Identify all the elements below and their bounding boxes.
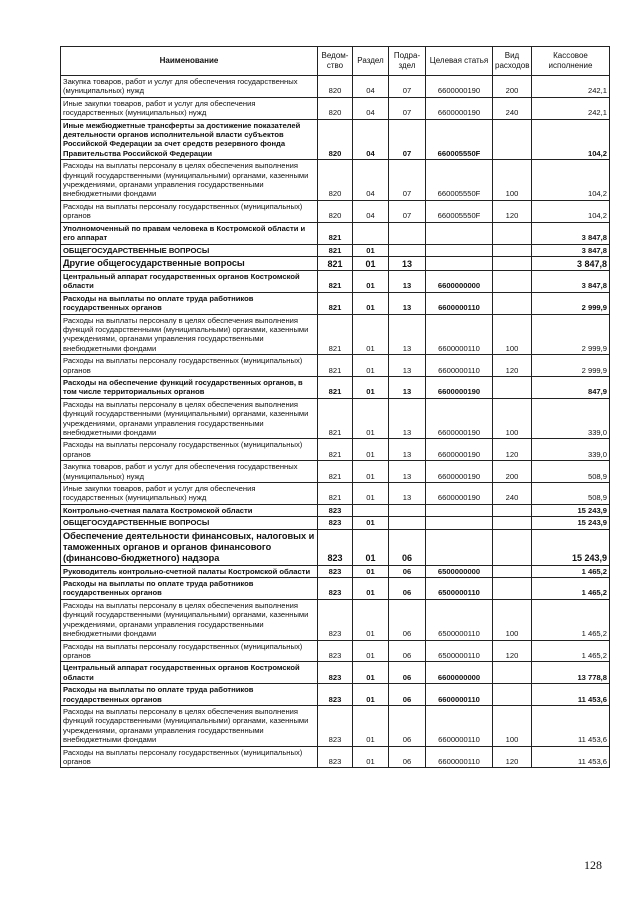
row-subsection: 13 — [389, 292, 426, 314]
row-cash-value: 104,2 — [532, 160, 610, 201]
row-name: ОБЩЕГОСУДАРСТВЕННЫЕ ВОПРОСЫ — [61, 517, 318, 529]
row-target: 6500000000 — [426, 565, 493, 577]
row-section: 01 — [353, 483, 389, 505]
row-dept: 823 — [318, 599, 353, 640]
row-target: 6500000110 — [426, 640, 493, 662]
row-subsection: 13 — [389, 376, 426, 398]
row-dept: 821 — [318, 222, 353, 244]
row-dept: 823 — [318, 529, 353, 565]
row-exp-type — [493, 529, 532, 565]
row-dept: 823 — [318, 705, 353, 746]
row-dept: 821 — [318, 244, 353, 256]
row-target: 660005550F — [426, 160, 493, 201]
row-name: Уполномоченный по правам человека в Костромской области и его аппарат — [61, 222, 318, 244]
row-subsection: 13 — [389, 314, 426, 355]
row-dept: 821 — [318, 376, 353, 398]
row-subsection: 07 — [389, 200, 426, 222]
row-dept: 821 — [318, 270, 353, 292]
table-row — [61, 97, 610, 119]
row-target — [426, 222, 493, 244]
table-row — [61, 483, 610, 505]
table-row — [61, 578, 610, 600]
table-row — [61, 461, 610, 483]
header-target: Целевая статья — [426, 47, 493, 76]
table-row — [61, 439, 610, 461]
row-dept: 820 — [318, 119, 353, 160]
row-cash-value: 1 465,2 — [532, 578, 610, 600]
table-row — [61, 314, 610, 355]
row-cash-value: 11 453,6 — [532, 746, 610, 768]
row-exp-type — [493, 256, 532, 270]
row-target: 6600000190 — [426, 483, 493, 505]
row-name: Другие общегосударственные вопросы — [61, 256, 318, 270]
row-exp-type: 120 — [493, 640, 532, 662]
row-cash-value: 242,1 — [532, 76, 610, 98]
table-row — [61, 599, 610, 640]
row-exp-type: 100 — [493, 160, 532, 201]
table-row — [61, 76, 610, 98]
row-cash-value: 3 847,8 — [532, 270, 610, 292]
header-subsection: Подра-здел — [389, 47, 426, 76]
row-exp-type — [493, 222, 532, 244]
row-name: Расходы на выплаты персоналу в целях обеспечения выполнения функций государственными (муниципальными) органами, казенными учреждениями, органами управления государственными внебюджетными фондами — [61, 314, 318, 355]
row-name: Расходы на выплаты персоналу государственных (муниципальных) органов — [61, 439, 318, 461]
row-section: 01 — [353, 662, 389, 684]
row-subsection: 06 — [389, 640, 426, 662]
header-dept: Ведом-ство — [318, 47, 353, 76]
row-exp-type: 200 — [493, 461, 532, 483]
row-section: 01 — [353, 439, 389, 461]
row-target: 6600000000 — [426, 270, 493, 292]
row-name: Расходы на выплаты персоналу государственных (муниципальных) органов — [61, 746, 318, 768]
row-exp-type: 120 — [493, 200, 532, 222]
row-cash-value: 11 453,6 — [532, 684, 610, 706]
row-subsection: 06 — [389, 746, 426, 768]
row-exp-type — [493, 376, 532, 398]
header-cash: Кассовое исполнение — [532, 47, 610, 76]
table-row — [61, 705, 610, 746]
row-subsection — [389, 504, 426, 516]
row-dept: 820 — [318, 160, 353, 201]
row-target: 6600000190 — [426, 398, 493, 439]
row-section: 01 — [353, 355, 389, 377]
row-name: Расходы на выплаты персоналу в целях обеспечения выполнения функций государственными (муниципальными) органами, казенными учреждениями, органами управления государственными внебюджетными фондами — [61, 705, 318, 746]
row-exp-type — [493, 244, 532, 256]
row-cash-value: 1 465,2 — [532, 640, 610, 662]
row-name: Расходы на выплаты персоналу в целях обеспечения выполнения функций государственными (муниципальными) органами, казенными учреждениями, органами управления государственными внебюджетными фондами — [61, 599, 318, 640]
row-name: Расходы на выплаты персоналу в целях обеспечения выполнения функций государственными (муниципальными) органами, казенными учреждениями, органами управления государственными внебюджетными фондами — [61, 160, 318, 201]
row-exp-type — [493, 662, 532, 684]
row-exp-type: 240 — [493, 97, 532, 119]
table-row — [61, 529, 610, 565]
row-exp-type: 100 — [493, 314, 532, 355]
header-section: Раздел — [353, 47, 389, 76]
row-section: 01 — [353, 684, 389, 706]
row-target: 6600000110 — [426, 355, 493, 377]
table-row — [61, 200, 610, 222]
row-cash-value: 339,0 — [532, 398, 610, 439]
row-cash-value: 15 243,9 — [532, 517, 610, 529]
row-subsection: 13 — [389, 461, 426, 483]
row-subsection: 13 — [389, 439, 426, 461]
row-subsection: 06 — [389, 529, 426, 565]
table-row — [61, 270, 610, 292]
row-dept: 821 — [318, 314, 353, 355]
row-cash-value: 13 778,8 — [532, 662, 610, 684]
row-section: 01 — [353, 578, 389, 600]
row-section: 01 — [353, 529, 389, 565]
row-subsection: 13 — [389, 398, 426, 439]
table-header-row — [61, 47, 610, 76]
row-target: 6600000110 — [426, 314, 493, 355]
table-row — [61, 517, 610, 529]
row-cash-value: 3 847,8 — [532, 244, 610, 256]
row-section: 01 — [353, 270, 389, 292]
row-target: 6600000190 — [426, 76, 493, 98]
row-dept: 823 — [318, 578, 353, 600]
table-row — [61, 504, 610, 516]
table-row — [61, 292, 610, 314]
row-subsection: 13 — [389, 483, 426, 505]
row-section: 04 — [353, 160, 389, 201]
row-subsection: 06 — [389, 684, 426, 706]
row-section: 01 — [353, 244, 389, 256]
row-name: Расходы на выплаты по оплате труда работников государственных органов — [61, 292, 318, 314]
table-row — [61, 398, 610, 439]
row-section: 01 — [353, 599, 389, 640]
row-cash-value: 2 999,9 — [532, 314, 610, 355]
row-section: 01 — [353, 398, 389, 439]
row-exp-type — [493, 684, 532, 706]
row-cash-value: 15 243,9 — [532, 504, 610, 516]
row-target: 6600000110 — [426, 705, 493, 746]
row-name: Расходы на выплаты по оплате труда работников государственных органов — [61, 684, 318, 706]
row-name: Расходы на выплаты персоналу государственных (муниципальных) органов — [61, 640, 318, 662]
row-cash-value: 2 999,9 — [532, 292, 610, 314]
table-row — [61, 222, 610, 244]
row-cash-value: 508,9 — [532, 483, 610, 505]
row-target — [426, 517, 493, 529]
row-dept: 823 — [318, 504, 353, 516]
row-name: Контрольно-счетная палата Костромской области — [61, 504, 318, 516]
row-section: 01 — [353, 314, 389, 355]
row-subsection: 07 — [389, 76, 426, 98]
row-name: Расходы на выплаты персоналу государственных (муниципальных) органов — [61, 200, 318, 222]
row-section: 04 — [353, 76, 389, 98]
row-section: 04 — [353, 97, 389, 119]
row-cash-value: 15 243,9 — [532, 529, 610, 565]
row-dept: 823 — [318, 662, 353, 684]
row-target: 6600000190 — [426, 376, 493, 398]
table-row — [61, 355, 610, 377]
row-section — [353, 504, 389, 516]
row-name: Центральный аппарат государственных органов Костромской области — [61, 270, 318, 292]
row-subsection: 13 — [389, 270, 426, 292]
row-cash-value: 2 999,9 — [532, 355, 610, 377]
row-cash-value: 104,2 — [532, 200, 610, 222]
row-target: 6600000190 — [426, 461, 493, 483]
row-target: 6600000110 — [426, 292, 493, 314]
row-subsection: 06 — [389, 599, 426, 640]
row-exp-type — [493, 119, 532, 160]
budget-table-container — [60, 46, 609, 768]
row-exp-type — [493, 504, 532, 516]
row-dept: 820 — [318, 97, 353, 119]
row-dept: 823 — [318, 684, 353, 706]
row-cash-value: 508,9 — [532, 461, 610, 483]
row-subsection: 07 — [389, 160, 426, 201]
table-row — [61, 746, 610, 768]
row-exp-type — [493, 565, 532, 577]
row-section: 01 — [353, 256, 389, 270]
row-subsection: 06 — [389, 705, 426, 746]
row-section: 04 — [353, 119, 389, 160]
row-cash-value: 11 453,6 — [532, 705, 610, 746]
row-exp-type: 120 — [493, 355, 532, 377]
row-name: Расходы на выплаты по оплате труда работников государственных органов — [61, 578, 318, 600]
row-section: 01 — [353, 746, 389, 768]
row-section: 01 — [353, 705, 389, 746]
row-exp-type — [493, 270, 532, 292]
row-section: 01 — [353, 376, 389, 398]
table-row — [61, 256, 610, 270]
row-target — [426, 504, 493, 516]
row-dept: 821 — [318, 398, 353, 439]
row-cash-value: 339,0 — [532, 439, 610, 461]
row-section: 01 — [353, 461, 389, 483]
row-subsection: 06 — [389, 662, 426, 684]
table-row — [61, 565, 610, 577]
table-row — [61, 244, 610, 256]
row-dept: 823 — [318, 517, 353, 529]
row-dept: 821 — [318, 292, 353, 314]
row-exp-type: 120 — [493, 746, 532, 768]
row-subsection — [389, 222, 426, 244]
table-row — [61, 684, 610, 706]
row-dept: 823 — [318, 746, 353, 768]
header-name: Наименование — [61, 47, 318, 76]
row-section: 04 — [353, 200, 389, 222]
row-target — [426, 244, 493, 256]
row-exp-type: 100 — [493, 398, 532, 439]
row-name: ОБЩЕГОСУДАРСТВЕННЫЕ ВОПРОСЫ — [61, 244, 318, 256]
row-dept: 821 — [318, 256, 353, 270]
budget-table — [60, 46, 610, 768]
row-cash-value: 847,9 — [532, 376, 610, 398]
row-dept: 820 — [318, 200, 353, 222]
row-target: 6500000110 — [426, 599, 493, 640]
row-target: 6500000110 — [426, 578, 493, 600]
row-section: 01 — [353, 640, 389, 662]
row-exp-type: 100 — [493, 599, 532, 640]
row-subsection: 06 — [389, 578, 426, 600]
row-name: Иные закупки товаров, работ и услуг для обеспечения государственных (муниципальных) нужд — [61, 483, 318, 505]
row-target: 660005550F — [426, 119, 493, 160]
row-target — [426, 529, 493, 565]
row-target — [426, 256, 493, 270]
row-exp-type — [493, 292, 532, 314]
row-subsection — [389, 244, 426, 256]
row-target: 660005550F — [426, 200, 493, 222]
row-dept: 821 — [318, 439, 353, 461]
row-target: 6600000000 — [426, 662, 493, 684]
row-dept: 820 — [318, 76, 353, 98]
row-name: Расходы на выплаты персоналу в целях обеспечения выполнения функций государственными (муниципальными) органами, казенными учреждениями, органами управления государственными внебюджетными фондами — [61, 398, 318, 439]
row-target: 6600000110 — [426, 684, 493, 706]
row-section: 01 — [353, 517, 389, 529]
row-target: 6600000110 — [426, 746, 493, 768]
row-name: Расходы на обеспечение функций государственных органов, в том числе территориальных органов — [61, 376, 318, 398]
row-exp-type — [493, 517, 532, 529]
row-name: Закупка товаров, работ и услуг для обеспечения государственных (муниципальных) нужд — [61, 76, 318, 98]
row-dept: 823 — [318, 565, 353, 577]
table-row — [61, 662, 610, 684]
row-exp-type: 240 — [493, 483, 532, 505]
row-section: 01 — [353, 292, 389, 314]
row-name: Расходы на выплаты персоналу государственных (муниципальных) органов — [61, 355, 318, 377]
row-section — [353, 222, 389, 244]
row-dept: 821 — [318, 355, 353, 377]
row-name: Обеспечение деятельности финансовых, налоговых и таможенных органов и органов финансового (финансово-бюджетного) надзора — [61, 529, 318, 565]
row-target: 6600000190 — [426, 97, 493, 119]
table-row — [61, 160, 610, 201]
row-name: Центральный аппарат государственных органов Костромской области — [61, 662, 318, 684]
row-exp-type: 100 — [493, 705, 532, 746]
row-dept: 823 — [318, 640, 353, 662]
row-target: 6600000190 — [426, 439, 493, 461]
row-cash-value: 1 465,2 — [532, 599, 610, 640]
page-number: 128 — [584, 858, 602, 872]
table-body — [61, 76, 610, 768]
row-exp-type — [493, 578, 532, 600]
header-exp-type: Вид расходов — [493, 47, 532, 76]
row-cash-value: 3 847,8 — [532, 222, 610, 244]
row-cash-value: 104,2 — [532, 119, 610, 160]
row-subsection: 07 — [389, 97, 426, 119]
table-row — [61, 119, 610, 160]
row-subsection: 07 — [389, 119, 426, 160]
row-exp-type: 200 — [493, 76, 532, 98]
row-cash-value: 242,1 — [532, 97, 610, 119]
row-name: Иные закупки товаров, работ и услуг для обеспечения государственных (муниципальных) нужд — [61, 97, 318, 119]
row-dept: 821 — [318, 483, 353, 505]
row-subsection: 13 — [389, 256, 426, 270]
row-name: Закупка товаров, работ и услуг для обеспечения государственных (муниципальных) нужд — [61, 461, 318, 483]
row-exp-type: 120 — [493, 439, 532, 461]
row-subsection: 13 — [389, 355, 426, 377]
row-name: Иные межбюджетные трансферты за достижение показателей деятельности органов исполнительной власти субъектов Российской Федерации за счет средств резервного фонда Правительства Российской Федерации — [61, 119, 318, 160]
table-row — [61, 640, 610, 662]
row-subsection — [389, 517, 426, 529]
row-dept: 821 — [318, 461, 353, 483]
row-subsection: 06 — [389, 565, 426, 577]
row-section: 01 — [353, 565, 389, 577]
row-cash-value: 1 465,2 — [532, 565, 610, 577]
table-row — [61, 376, 610, 398]
row-cash-value: 3 847,8 — [532, 256, 610, 270]
row-name: Руководитель контрольно-счетной палаты Костромской области — [61, 565, 318, 577]
